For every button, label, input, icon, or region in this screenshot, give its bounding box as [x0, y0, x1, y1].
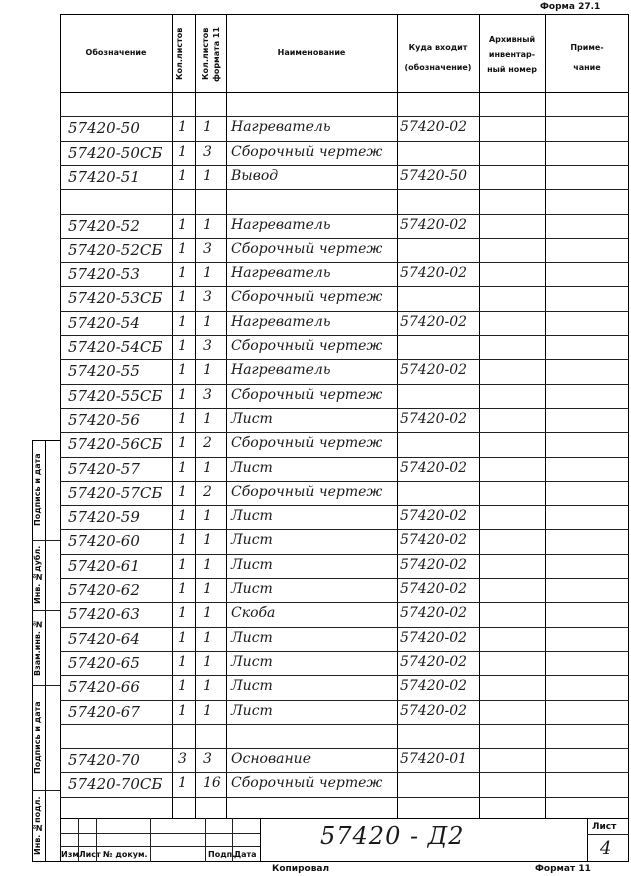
footer-copied: Копировал: [272, 864, 330, 874]
footer-format: Формат 11: [535, 864, 591, 874]
row-sheets: 1: [178, 265, 187, 281]
row-name: Сборочный чертеж: [231, 435, 383, 451]
row-designation: 57420-57: [68, 460, 140, 478]
header-sheets: Кол.листов: [175, 27, 184, 81]
row-format-sheets: 3: [203, 241, 212, 257]
row-name: Сборочный чертеж: [231, 484, 383, 500]
row-format-sheets: 3: [203, 338, 212, 354]
row-where-used: 57420-02: [400, 265, 468, 281]
side-label: Подпись и дата: [33, 453, 42, 527]
row-format-sheets: 1: [203, 630, 212, 646]
sheet-number: 4: [600, 838, 612, 859]
row-name: Вывод: [231, 168, 279, 184]
row-format-sheets: 1: [203, 168, 212, 184]
side-label: Инв. №дубл.: [33, 545, 42, 605]
row-sheets: 1: [178, 144, 187, 160]
row-designation: 57420-53СБ: [68, 289, 163, 307]
side-label: Инв. №подл.: [33, 796, 42, 856]
row-where-used: 57420-02: [400, 314, 468, 330]
row-where-used: 57420-01: [400, 751, 468, 767]
header-where-used: Куда входит (обозначение): [404, 43, 472, 72]
row-designation: 57420-59: [68, 508, 140, 526]
row-format-sheets: 2: [203, 484, 212, 500]
row-sheets: 1: [178, 678, 187, 694]
row-designation: 57420-56: [68, 411, 140, 429]
row-where-used: 57420-02: [400, 703, 468, 719]
sheet-label: Лист: [592, 822, 617, 832]
row-name: Лист: [231, 703, 273, 719]
row-where-used: 57420-02: [400, 581, 468, 597]
row-format-sheets: 2: [203, 435, 212, 451]
row-format-sheets: 1: [203, 314, 212, 330]
row-format-sheets: 1: [203, 411, 212, 427]
row-sheets: 1: [178, 241, 187, 257]
row-sheets: 1: [178, 168, 187, 184]
row-format-sheets: 3: [203, 751, 212, 767]
row-designation: 57420-61: [68, 557, 140, 575]
row-sheets: 1: [178, 289, 187, 305]
row-designation: 57420-57СБ: [68, 484, 163, 502]
row-format-sheets: 1: [203, 678, 212, 694]
header-name: Наименование: [277, 48, 346, 57]
row-sheets: 1: [178, 362, 187, 378]
header-sheets-format: Кол.листов формата 11: [201, 26, 221, 82]
row-designation: 57420-63: [68, 605, 140, 623]
row-designation: 57420-70: [68, 751, 140, 769]
row-designation: 57420-67: [68, 703, 140, 721]
row-sheets: 1: [178, 119, 187, 135]
row-format-sheets: 16: [203, 775, 221, 791]
row-name: Основание: [231, 751, 311, 767]
row-designation: 57420-66: [68, 678, 140, 696]
row-where-used: 57420-02: [400, 532, 468, 548]
row-sheets: 1: [178, 557, 187, 573]
row-format-sheets: 1: [203, 362, 212, 378]
form-label: Форма 27.1: [540, 2, 601, 12]
row-name: Сборочный чертеж: [231, 338, 383, 354]
row-designation: 57420-52СБ: [68, 241, 163, 259]
row-sheets: 3: [178, 751, 187, 767]
row-name: Лист: [231, 654, 273, 670]
row-sheets: 1: [178, 775, 187, 791]
row-name: Нагреватель: [231, 362, 331, 378]
row-format-sheets: 1: [203, 460, 212, 476]
title-col-change: Изм: [61, 850, 79, 859]
row-where-used: 57420-02: [400, 217, 468, 233]
row-format-sheets: 3: [203, 144, 212, 160]
row-format-sheets: 1: [203, 654, 212, 670]
row-designation: 57420-55СБ: [68, 387, 163, 405]
row-sheets: 1: [178, 605, 187, 621]
row-sheets: 1: [178, 630, 187, 646]
row-format-sheets: 1: [203, 119, 212, 135]
row-sheets: 1: [178, 338, 187, 354]
row-format-sheets: 1: [203, 605, 212, 621]
header-note: Приме- чание: [570, 43, 604, 72]
row-where-used: 57420-02: [400, 630, 468, 646]
row-name: Лист: [231, 557, 273, 573]
row-sheets: 1: [178, 654, 187, 670]
row-format-sheets: 1: [203, 581, 212, 597]
header-designation: Обозначение: [85, 48, 147, 57]
title-col-date: Дата: [234, 850, 257, 859]
row-format-sheets: 3: [203, 387, 212, 403]
row-name: Сборочный чертеж: [231, 387, 383, 403]
row-name: Лист: [231, 532, 273, 548]
row-where-used: 57420-02: [400, 654, 468, 670]
row-sheets: 1: [178, 387, 187, 403]
row-name: Нагреватель: [231, 217, 331, 233]
row-name: Нагреватель: [231, 265, 331, 281]
row-sheets: 1: [178, 411, 187, 427]
row-format-sheets: 1: [203, 703, 212, 719]
row-designation: 57420-52: [68, 217, 140, 235]
row-sheets: 1: [178, 484, 187, 500]
row-name: Лист: [231, 508, 273, 524]
row-name: Лист: [231, 630, 273, 646]
row-where-used: 57420-02: [400, 605, 468, 621]
row-format-sheets: 3: [203, 289, 212, 305]
row-designation: 57420-54СБ: [68, 338, 163, 356]
row-designation: 57420-65: [68, 654, 140, 672]
row-name: Сборочный чертеж: [231, 775, 383, 791]
row-designation: 57420-53: [68, 265, 140, 283]
row-sheets: 1: [178, 460, 187, 476]
row-name: Скоба: [231, 605, 276, 621]
row-where-used: 57420-02: [400, 557, 468, 573]
row-designation: 57420-60: [68, 532, 140, 550]
side-label: Подпись и дата: [33, 701, 42, 774]
row-sheets: 1: [178, 217, 187, 233]
row-name: Нагреватель: [231, 119, 331, 135]
title-col-sheet: Лист: [79, 850, 101, 859]
row-designation: 57420-55: [68, 362, 140, 380]
row-designation: 57420-54: [68, 314, 140, 332]
row-format-sheets: 1: [203, 532, 212, 548]
row-name: Сборочный чертеж: [231, 289, 383, 305]
row-name: Лист: [231, 581, 273, 597]
row-name: Лист: [231, 460, 273, 476]
row-sheets: 1: [178, 435, 187, 451]
row-where-used: 57420-50: [400, 168, 468, 184]
row-designation: 57420-50: [68, 119, 140, 137]
title-col-doc: № докум.: [103, 850, 148, 859]
row-sheets: 1: [178, 508, 187, 524]
row-format-sheets: 1: [203, 265, 212, 281]
row-designation: 57420-56СБ: [68, 435, 163, 453]
row-format-sheets: 1: [203, 508, 212, 524]
row-where-used: 57420-02: [400, 678, 468, 694]
side-label: Взам.инв. №: [33, 619, 42, 676]
row-format-sheets: 1: [203, 557, 212, 573]
row-where-used: 57420-02: [400, 119, 468, 135]
row-designation: 57420-51: [68, 168, 140, 186]
row-designation: 57420-64: [68, 630, 140, 648]
row-sheets: 1: [178, 314, 187, 330]
row-sheets: 1: [178, 703, 187, 719]
row-name: Сборочный чертеж: [231, 144, 383, 160]
row-where-used: 57420-02: [400, 362, 468, 378]
row-name: Лист: [231, 678, 273, 694]
row-format-sheets: 1: [203, 217, 212, 233]
row-sheets: 1: [178, 581, 187, 597]
header-archive: Архивный инвентар- ный номер: [487, 35, 537, 74]
row-designation: 57420-50СБ: [68, 144, 163, 162]
row-where-used: 57420-02: [400, 460, 468, 476]
title-col-sign: Подп.: [208, 850, 236, 859]
row-name: Лист: [231, 411, 273, 427]
row-where-used: 57420-02: [400, 508, 468, 524]
row-designation: 57420-70СБ: [68, 775, 163, 793]
document-number: 57420 - Д2: [320, 822, 465, 850]
row-name: Сборочный чертеж: [231, 241, 383, 257]
row-name: Нагреватель: [231, 314, 331, 330]
row-designation: 57420-62: [68, 581, 140, 599]
row-sheets: 1: [178, 532, 187, 548]
row-where-used: 57420-02: [400, 411, 468, 427]
